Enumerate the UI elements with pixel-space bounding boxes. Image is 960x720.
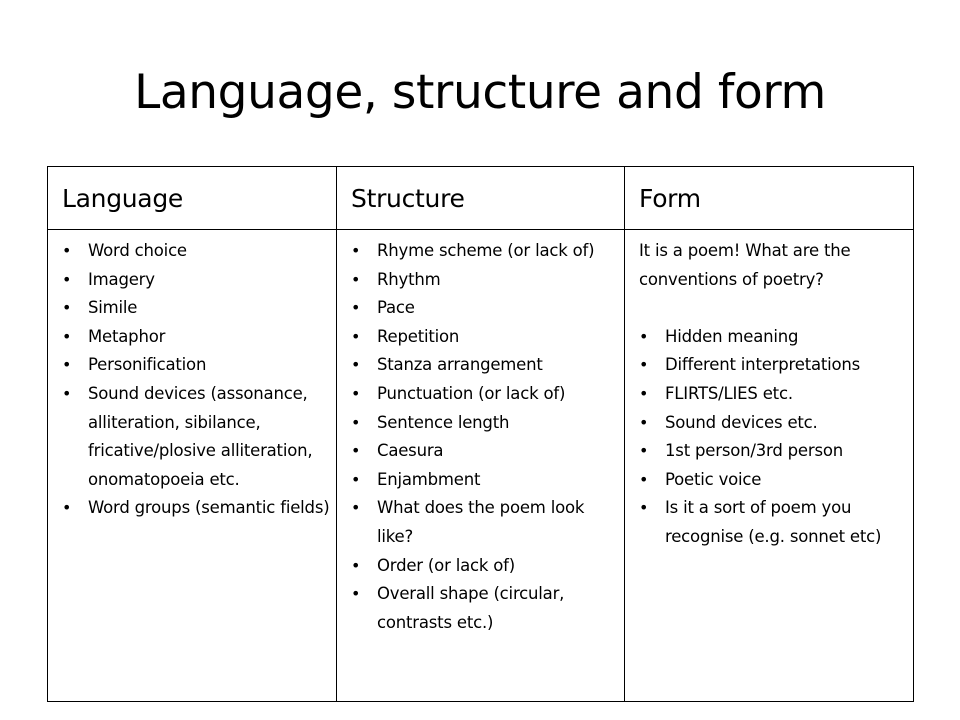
language-list — [62, 237, 330, 523]
header-language: Language — [48, 167, 337, 230]
list-item: • Imagery — [62, 266, 330, 295]
language-cell — [48, 230, 337, 702]
list-item: • Punctuation (or lack of) — [351, 380, 618, 409]
structure-list — [351, 237, 618, 637]
list-item: • Personification — [62, 351, 330, 380]
list-item: • Sentence length — [351, 409, 618, 438]
list-item: • What does the poem look like? — [351, 494, 618, 551]
list-item: • Caesura — [351, 437, 618, 466]
list-item: • Order (or lack of) — [351, 552, 618, 581]
table-header-row — [48, 167, 914, 230]
list-item: • 1st person/3rd person — [639, 437, 907, 466]
header-structure: Structure — [337, 167, 625, 230]
list-item: • Poetic voice — [639, 466, 907, 495]
table-body-row — [48, 230, 914, 702]
list-item: • Word choice — [62, 237, 330, 266]
header-form: Form — [625, 167, 914, 230]
slide-title: Language, structure and form — [134, 65, 826, 120]
structure-cell — [337, 230, 625, 702]
form-intro: It is a poem! What are the conventions of poetry? — [639, 241, 851, 289]
list-item: • Word groups (semantic fields) — [62, 494, 330, 523]
list-item: • Hidden meaning — [639, 323, 907, 352]
list-item: • Pace — [351, 294, 618, 323]
form-cell — [625, 230, 914, 702]
list-item: • Simile — [62, 294, 330, 323]
list-item: • Rhythm — [351, 266, 618, 295]
list-item: • Is it a sort of poem you recognise (e.g. sonnet etc) — [639, 494, 907, 551]
list-item: • Stanza arrangement — [351, 351, 618, 380]
list-item: • Rhyme scheme (or lack of) — [351, 237, 618, 266]
form-list — [639, 323, 907, 552]
list-item: • Repetition — [351, 323, 618, 352]
list-item: • Overall shape (circular, contrasts etc.) — [351, 580, 618, 637]
language-structure-form-table — [47, 166, 914, 702]
list-item: • FLIRTS/LIES etc. — [639, 380, 907, 409]
list-item: • Sound devices etc. — [639, 409, 907, 438]
list-item: • Enjambment — [351, 466, 618, 495]
list-item: • Different interpretations — [639, 351, 907, 380]
list-item: • Metaphor — [62, 323, 330, 352]
list-item: • Sound devices (assonance, alliteration, sibilance, fricative/plosive alliteration, onomatopoeia etc. — [62, 380, 330, 494]
